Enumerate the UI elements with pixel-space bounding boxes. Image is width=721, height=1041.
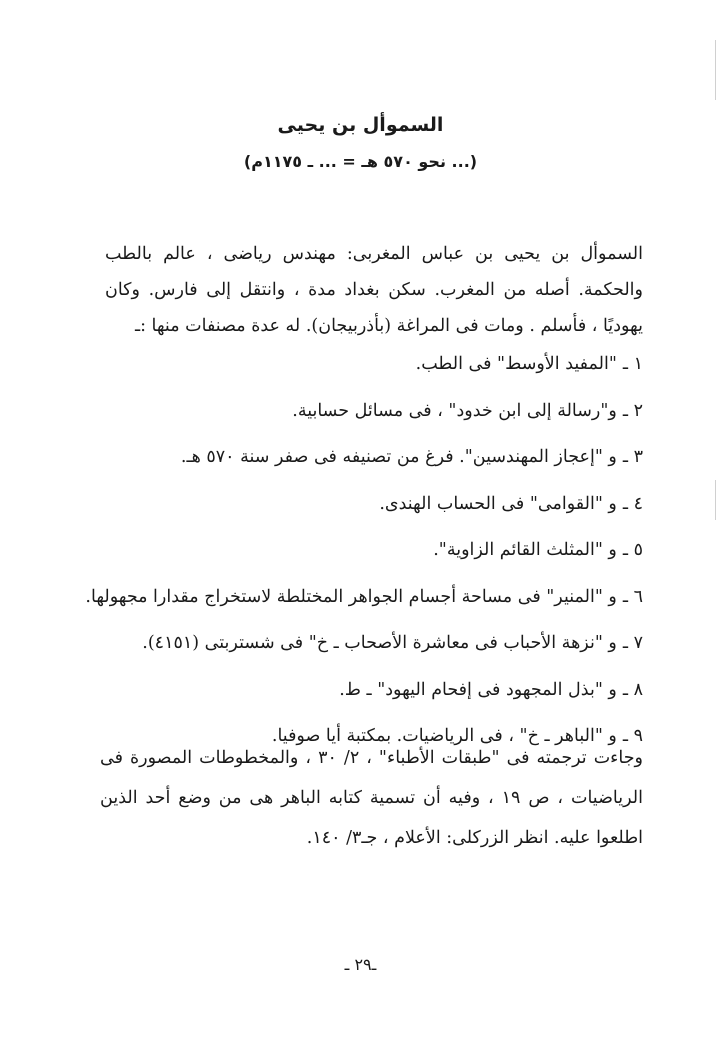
list-item-number: ٦ ـ [622, 586, 643, 607]
intro-text: السموأل بن يحيى بن عباس المغربى: مهندس رياضى ، عالم بالطب والحكمة. أصله من المغرب. سكن بغداد مدة ، وانتقل إلى فارس. وكان يهوديًا ، فأسلم . ومات فى المراغة (بأذربيجان). له عدة مصنفات منها :ـ [105, 244, 643, 336]
list-item-number: ٨ ـ [622, 679, 643, 700]
list-item [105, 486, 643, 533]
notes-paragraph [100, 738, 643, 858]
list-item-text: و "الباهر ـ خ" ، فى الرياضيات. بمكتبة أيا صوفيا. [271, 726, 617, 746]
list-item [105, 532, 643, 579]
list-item-number: ٧ ـ [622, 633, 643, 653]
list-item-number: ٩ ـ [622, 726, 643, 746]
list-item-text: و "نزهة الأحباب فى معاشرة الأصحاب ـ خ" فى شستربتى (٤١٥١). [142, 633, 617, 653]
list-item-number: ٥ ـ [622, 540, 643, 560]
list-item-number: ١ ـ [622, 354, 643, 374]
scan-edge-mark [715, 40, 716, 100]
page-title: السموأل بن يحيى [277, 114, 444, 136]
list-item-text: و "إعجاز المهندسين". فرغ من تصنيفه فى صفر سنة ٥٧٠ هـ. [180, 447, 617, 467]
list-item-text: و "بذل المجهود فى إفحام اليهود" ـ ط. [339, 679, 617, 700]
list-item [105, 625, 643, 672]
list-item-text: و "القوامى" فى الحساب الهندى. [379, 493, 617, 514]
list-item [105, 672, 643, 719]
list-item-text: و "المثلث القائم الزاوية". [433, 540, 617, 560]
list-item [85, 579, 643, 626]
scan-edge-mark [715, 480, 716, 520]
works-list [85, 346, 643, 765]
page-number: ـ٢٩ ـ [344, 955, 377, 974]
list-item [105, 439, 643, 486]
list-item-number: ٢ ـ [622, 400, 643, 421]
list-item [105, 346, 643, 393]
list-item [105, 393, 643, 440]
list-item-text: و "المنير" فى مساحة أجسام الجواهر المختلطة لاستخراج مقدارا مجهولها. [85, 586, 617, 607]
notes-text: وجاءت ترجمته فى "طبقات الأطباء" ، ٢/ ٣٠ ، والمخطوطات المصورة فى الرياضيات ، ص ١٩ ، وفيه أن تسمية كتابه الباهر هى من وضع أحد الذين اطلعوا عليه. انظر الزركلى: الأعلام ، جـ٣/ ١٤٠. [100, 748, 644, 848]
list-item-number: ٤ ـ [622, 493, 643, 514]
list-item-text: "المفيد الأوسط" فى الطب. [415, 354, 617, 374]
list-item-text: و"رسالة إلى ابن خدود" ، فى مسائل حسابية. [292, 400, 617, 421]
list-item-number: ٣ ـ [622, 447, 643, 467]
intro-paragraph [105, 236, 643, 344]
page-subtitle-dates: (... نحو ٥٧٠ هـ = ... ـ ١١٧٥م) [243, 152, 478, 171]
